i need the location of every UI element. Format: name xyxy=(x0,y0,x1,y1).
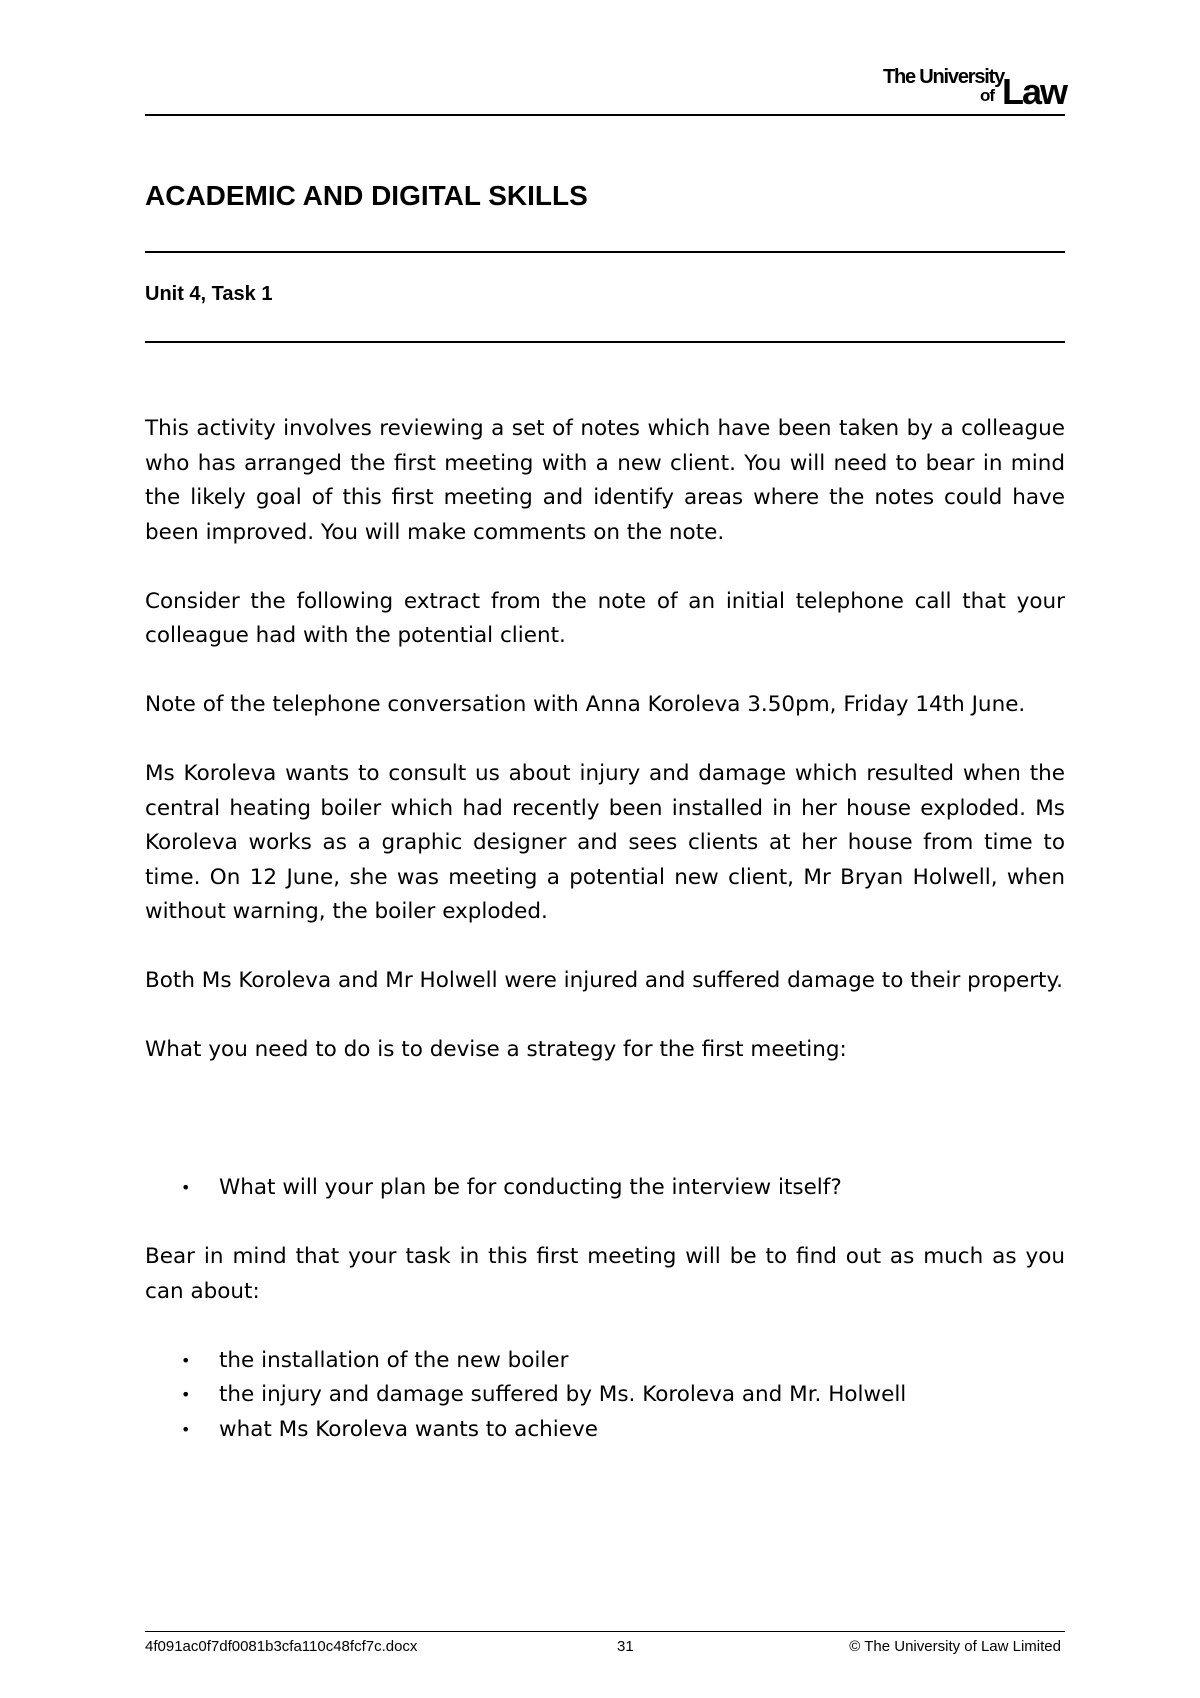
list-item xyxy=(145,1171,1065,1206)
topics-bullet-list xyxy=(145,1344,1065,1448)
university-of-law-logo xyxy=(866,62,1066,112)
logo-line1: The University xyxy=(882,66,1004,88)
footer-page-number: 31 xyxy=(617,1638,634,1655)
footer-copyright: © The University of Law Limited xyxy=(849,1638,1061,1655)
paragraph-injuries: Both Ms Koroleva and Mr Holwell were injured and suffered damage to their property. xyxy=(145,968,1063,993)
list-item-text: the installation of the new boiler xyxy=(219,1347,569,1373)
document-body xyxy=(145,412,1065,1482)
logo-of: of xyxy=(979,86,994,105)
header-rule xyxy=(145,114,1065,116)
bullet-icon: • xyxy=(181,1385,191,1404)
list-item xyxy=(145,1344,1065,1379)
bullet-icon: • xyxy=(181,1419,191,1439)
paragraph-client-details: Ms Koroleva wants to consult us about injury and damage which resulted when the central heating boiler which had recently been installed in her house exploded. Ms Koroleva works as a graphic designer and sees clients at her house from time to time. On 12 June, she was meeting a potential new client, Mr Bryan Holwell, when without warning, the boiler exploded. xyxy=(145,761,1065,924)
bullet-icon: • xyxy=(181,1178,191,1197)
list-item-text: what Ms Koroleva wants to achieve xyxy=(219,1416,598,1442)
list-item xyxy=(145,1378,1065,1413)
blank-space xyxy=(145,1102,1065,1171)
paragraph-note-heading: Note of the telephone conversation with Anna Koroleva 3.50pm, Friday 14th June. xyxy=(145,692,1026,717)
paragraph-consider: Consider the following extract from the note of an initial telephone call that your colleague had with the potential client. xyxy=(145,588,1065,648)
logo-law: Law xyxy=(1001,71,1066,112)
interview-bullet-list xyxy=(145,1171,1065,1206)
list-item xyxy=(145,1413,1065,1448)
page-footer xyxy=(145,1638,1065,1658)
paragraph-intro: This activity involves reviewing a set of notes which have been taken by a colleague who has arranged the first meeting with a new client. You will need to bear in mind the likely goal of this first meeting and identify areas where the notes could have been improved. You will make comments on the note. xyxy=(145,416,1065,545)
list-item-text: the injury and damage suffered by Ms. Koroleva and Mr. Holwell xyxy=(219,1382,907,1407)
footer-rule xyxy=(145,1631,1065,1632)
title-rule xyxy=(145,251,1065,253)
footer-filename: 4f091ac0f7df0081b3cfa110c48fcf7c.docx xyxy=(145,1638,418,1655)
list-item-text: What will your plan be for conducting the interview itself? xyxy=(219,1175,842,1200)
unit-label: Unit 4, Task 1 xyxy=(145,283,273,305)
paragraph-bear-in-mind: Bear in mind that your task in this first meeting will be to find out as much as you can about: xyxy=(145,1244,1065,1304)
unit-rule xyxy=(145,341,1065,343)
document-title: ACADEMIC AND DIGITAL SKILLS xyxy=(145,180,588,211)
bullet-icon: • xyxy=(181,1350,191,1370)
paragraph-task: What you need to do is to devise a strategy for the first meeting: xyxy=(145,1037,847,1062)
